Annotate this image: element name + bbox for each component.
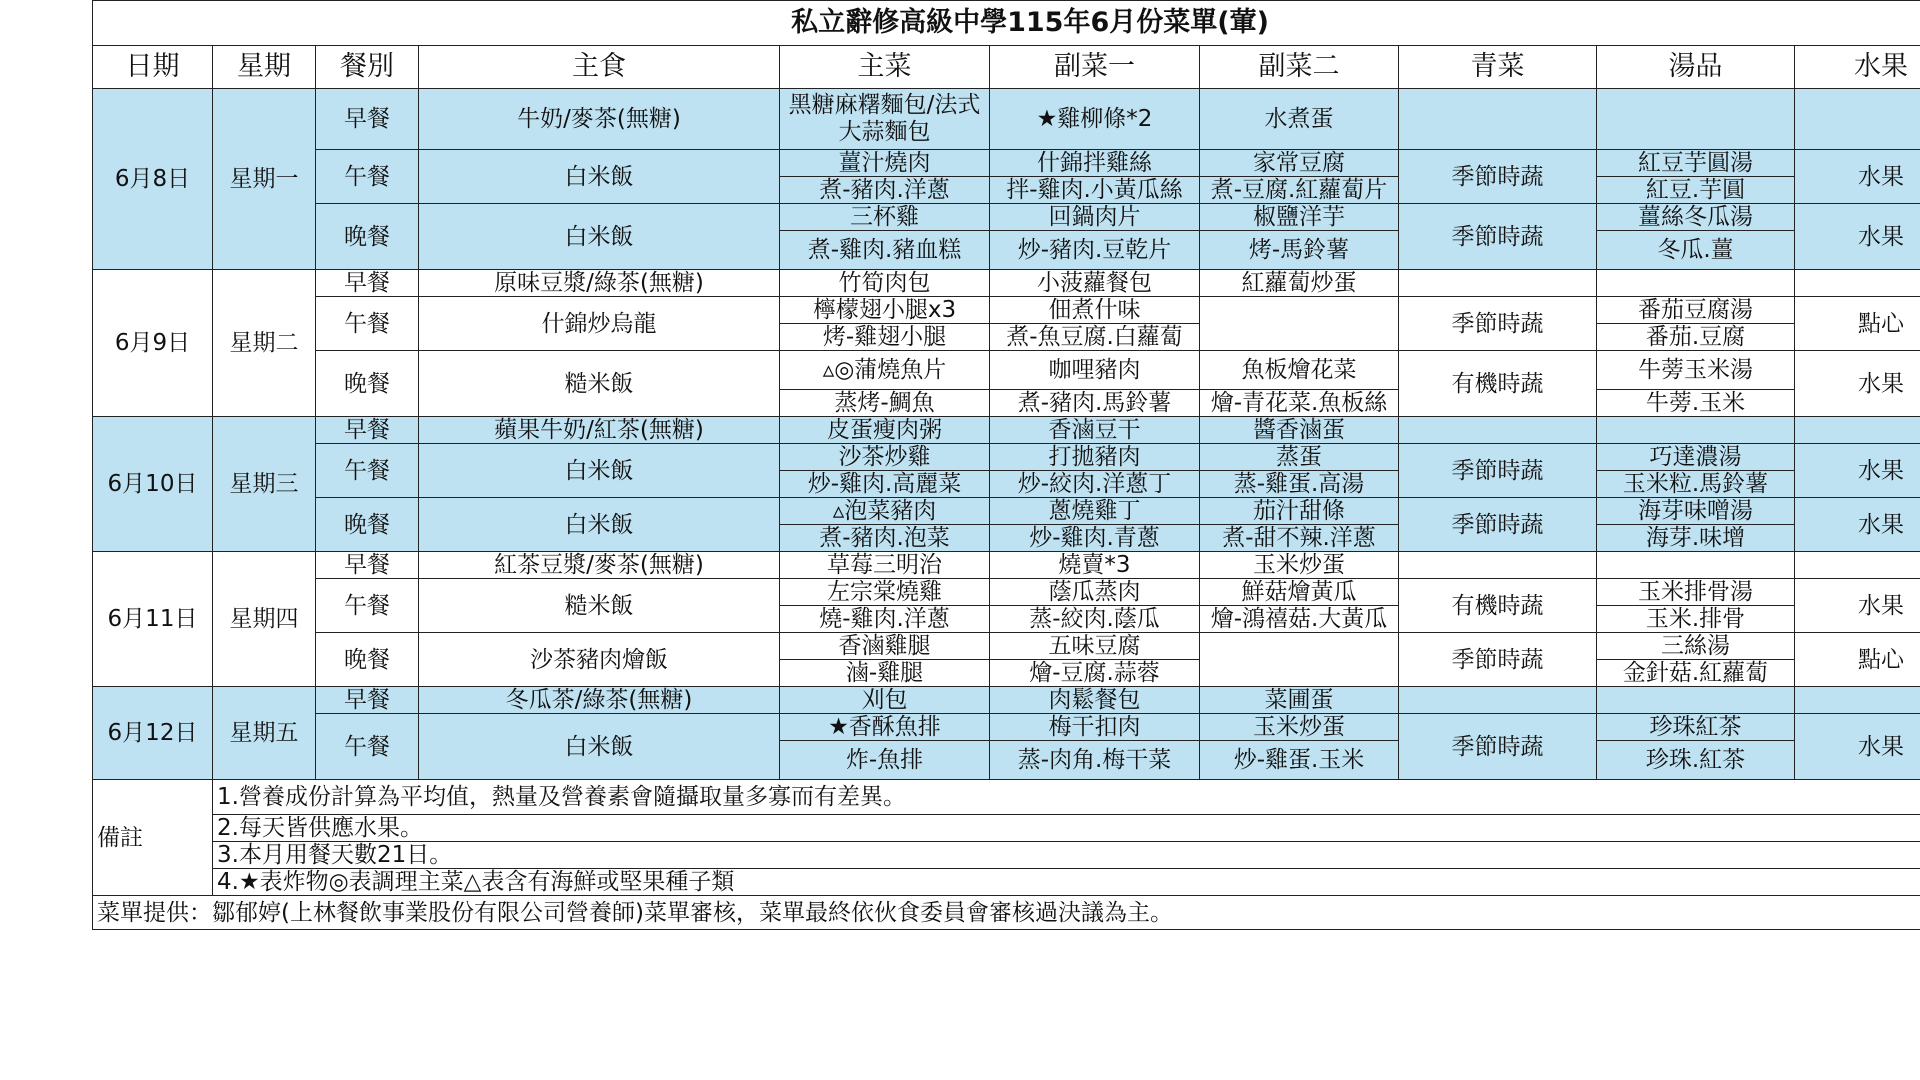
column-header: 湯品 [1597, 46, 1795, 89]
veg-cell [1399, 552, 1597, 579]
date-cell: 6月9日 [93, 270, 213, 417]
main-cell: 左宗棠燒雞 [780, 579, 990, 606]
table-row [93, 150, 1920, 177]
main-cell: 刈包 [780, 687, 990, 714]
fruit-cell: 水果 [1795, 579, 1920, 633]
meal-cell: 午餐 [316, 579, 419, 633]
veg-cell [1399, 270, 1597, 297]
soup-cell [1597, 270, 1795, 297]
main-cell: 檸檬翅小腿x3 [780, 297, 990, 324]
side1-detail-cell: 炒-豬肉.豆乾片 [990, 231, 1200, 270]
veg-cell: 有機時蔬 [1399, 351, 1597, 417]
table-row [93, 552, 1920, 579]
side1-detail-cell: 炒-雞肉.青蔥 [990, 525, 1200, 552]
main-detail-cell: 炸-魚排 [780, 741, 990, 780]
main-detail-cell: 煮-豬肉.洋蔥 [780, 177, 990, 204]
soup-cell: 海芽味噌湯 [1597, 498, 1795, 525]
staple-cell: 沙茶豬肉燴飯 [419, 633, 780, 687]
main-detail-cell: 燒-雞肉.洋蔥 [780, 606, 990, 633]
side2-cell: 醬香滷蛋 [1200, 417, 1399, 444]
main-cell: 草莓三明治 [780, 552, 990, 579]
side1-detail-cell: 燴-豆腐.蒜蓉 [990, 660, 1200, 687]
side2-cell: 紅蘿蔔炒蛋 [1200, 270, 1399, 297]
staple-cell: 白米飯 [419, 150, 780, 204]
side1-cell: 回鍋肉片 [990, 204, 1200, 231]
table-row [93, 351, 1920, 390]
soup-detail-cell: 海芽.味增 [1597, 525, 1795, 552]
staple-cell: 冬瓜茶/綠茶(無糖) [419, 687, 780, 714]
veg-cell [1399, 417, 1597, 444]
meal-cell: 午餐 [316, 297, 419, 351]
staple-cell: 白米飯 [419, 444, 780, 498]
soup-detail-cell: 番茄.豆腐 [1597, 324, 1795, 351]
staple-cell: 紅茶豆漿/麥茶(無糖) [419, 552, 780, 579]
side2-cell: 鮮菇燴黃瓜 [1200, 579, 1399, 606]
column-header: 水果 [1795, 46, 1920, 89]
main-cell: 皮蛋瘦肉粥 [780, 417, 990, 444]
staple-cell: 白米飯 [419, 498, 780, 552]
veg-cell: 季節時蔬 [1399, 297, 1597, 351]
table-row [93, 1, 1920, 46]
fruit-cell: 水果 [1795, 714, 1920, 780]
soup-cell: 玉米排骨湯 [1597, 579, 1795, 606]
staple-cell: 牛奶/麥茶(無糖) [419, 89, 780, 150]
main-cell: ▵◎蒲燒魚片 [780, 351, 990, 390]
soup-detail-cell: 玉米粒.馬鈴薯 [1597, 471, 1795, 498]
column-header: 餐別 [316, 46, 419, 89]
side1-cell: 佃煮什味 [990, 297, 1200, 324]
fruit-cell: 點心 [1795, 633, 1920, 687]
soup-detail-cell: 金針菇.紅蘿蔔 [1597, 660, 1795, 687]
column-header: 主菜 [780, 46, 990, 89]
side2-cell: 魚板燴花菜 [1200, 351, 1399, 390]
weekday-cell: 星期一 [213, 89, 316, 270]
main-detail-cell: 烤-雞翅小腿 [780, 324, 990, 351]
menu-title: 私立辭修高級中學115年6月份菜單(葷) [93, 1, 1920, 46]
veg-cell: 季節時蔬 [1399, 204, 1597, 270]
main-detail-cell: 炒-雞肉.高麗菜 [780, 471, 990, 498]
column-header: 青菜 [1399, 46, 1597, 89]
main-cell: 沙茶炒雞 [780, 444, 990, 471]
meal-cell: 早餐 [316, 270, 419, 297]
side2-detail-cell: 燴-鴻禧菇.大黃瓜 [1200, 606, 1399, 633]
table-row [93, 579, 1920, 606]
veg-cell: 季節時蔬 [1399, 150, 1597, 204]
weekday-cell: 星期四 [213, 552, 316, 687]
side1-cell: 打拋豬肉 [990, 444, 1200, 471]
soup-detail-cell: 牛蒡.玉米 [1597, 390, 1795, 417]
column-header: 星期 [213, 46, 316, 89]
side1-detail-cell: 煮-豬肉.馬鈴薯 [990, 390, 1200, 417]
side1-cell: 蔥燒雞丁 [990, 498, 1200, 525]
soup-cell: 巧達濃湯 [1597, 444, 1795, 471]
side1-cell: 咖哩豬肉 [990, 351, 1200, 390]
table-row [93, 204, 1920, 231]
side2-cell: 玉米炒蛋 [1200, 552, 1399, 579]
side1-detail-cell: 煮-魚豆腐.白蘿蔔 [990, 324, 1200, 351]
side2-detail-cell: 烤-馬鈴薯 [1200, 231, 1399, 270]
side2-cell: 菜圃蛋 [1200, 687, 1399, 714]
soup-cell: 薑絲冬瓜湯 [1597, 204, 1795, 231]
side2-detail-cell: 煮-甜不辣.洋蔥 [1200, 525, 1399, 552]
side1-cell: 蔭瓜蒸肉 [990, 579, 1200, 606]
side2-cell: 家常豆腐 [1200, 150, 1399, 177]
main-cell: 竹筍肉包 [780, 270, 990, 297]
fruit-cell: 水果 [1795, 351, 1920, 417]
soup-detail-cell: 玉米.排骨 [1597, 606, 1795, 633]
main-cell: ★香酥魚排 [780, 714, 990, 741]
meal-cell: 早餐 [316, 417, 419, 444]
side1-cell: 小菠蘿餐包 [990, 270, 1200, 297]
side2-cell: 椒鹽洋芋 [1200, 204, 1399, 231]
side1-cell: 五味豆腐 [990, 633, 1200, 660]
side2-detail-cell: 煮-豆腐.紅蘿蔔片 [1200, 177, 1399, 204]
side2-detail-cell: 燴-青花菜.魚板絲 [1200, 390, 1399, 417]
veg-cell: 有機時蔬 [1399, 579, 1597, 633]
note-line: 1.營養成份計算為平均值，熱量及營養素會隨攝取量多寡而有差異。 [213, 780, 1920, 815]
footer-credit: 菜單提供：鄒郁婷(上林餐飲事業股份有限公司營養師)菜單審核，菜單最終依伙食委員會審核過決議為主。 [93, 896, 1920, 930]
soup-detail-cell: 紅豆.芋圓 [1597, 177, 1795, 204]
side1-cell: 香滷豆干 [990, 417, 1200, 444]
side1-cell: 肉鬆餐包 [990, 687, 1200, 714]
notes-label: 備註 [93, 780, 213, 896]
main-detail-cell: 煮-雞肉.豬血糕 [780, 231, 990, 270]
column-header: 副菜一 [990, 46, 1200, 89]
meal-cell: 晚餐 [316, 351, 419, 417]
fruit-cell: 水果 [1795, 204, 1920, 270]
weekday-cell: 星期二 [213, 270, 316, 417]
fruit-cell [1795, 417, 1920, 444]
side2-cell [1200, 297, 1399, 351]
staple-cell: 蘋果牛奶/紅茶(無糖) [419, 417, 780, 444]
side2-cell: 蒸蛋 [1200, 444, 1399, 471]
table-row [93, 842, 1920, 869]
veg-cell: 季節時蔬 [1399, 633, 1597, 687]
staple-cell: 什錦炒烏龍 [419, 297, 780, 351]
soup-detail-cell: 冬瓜.薑 [1597, 231, 1795, 270]
soup-cell: 番茄豆腐湯 [1597, 297, 1795, 324]
staple-cell: 糙米飯 [419, 351, 780, 417]
fruit-cell: 點心 [1795, 297, 1920, 351]
main-detail-cell: 煮-豬肉.泡菜 [780, 525, 990, 552]
fruit-cell [1795, 270, 1920, 297]
soup-cell: 珍珠紅茶 [1597, 714, 1795, 741]
table-row [93, 270, 1920, 297]
veg-cell: 季節時蔬 [1399, 714, 1597, 780]
column-header: 副菜二 [1200, 46, 1399, 89]
table-row [93, 498, 1920, 525]
main-cell: 香滷雞腿 [780, 633, 990, 660]
main-detail-cell: 蒸烤-鯛魚 [780, 390, 990, 417]
main-detail-cell: 滷-雞腿 [780, 660, 990, 687]
side1-detail-cell: 蒸-肉角.梅干菜 [990, 741, 1200, 780]
column-header: 日期 [93, 46, 213, 89]
veg-cell: 季節時蔬 [1399, 444, 1597, 498]
side2-cell [1200, 633, 1399, 687]
table-row [93, 687, 1920, 714]
main-cell: 黑糖麻糬麵包/法式大蒜麵包 [780, 89, 990, 150]
table-row [93, 896, 1920, 930]
veg-cell: 季節時蔬 [1399, 498, 1597, 552]
meal-cell: 晚餐 [316, 204, 419, 270]
fruit-cell [1795, 552, 1920, 579]
column-header: 主食 [419, 46, 780, 89]
table-row [93, 89, 1920, 150]
side1-detail-cell: 炒-絞肉.洋蔥丁 [990, 471, 1200, 498]
table-row [93, 714, 1920, 741]
meal-cell: 早餐 [316, 687, 419, 714]
main-cell: 薑汁燒肉 [780, 150, 990, 177]
side1-cell: 燒賣*3 [990, 552, 1200, 579]
meal-cell: 午餐 [316, 150, 419, 204]
main-cell: 三杯雞 [780, 204, 990, 231]
soup-cell: 牛蒡玉米湯 [1597, 351, 1795, 390]
side1-detail-cell: 蒸-絞肉.蔭瓜 [990, 606, 1200, 633]
table-row [93, 815, 1920, 842]
veg-cell [1399, 89, 1597, 150]
menu-table [92, 0, 1920, 930]
table-row [93, 297, 1920, 324]
side2-cell: 玉米炒蛋 [1200, 714, 1399, 741]
side1-cell: 梅干扣肉 [990, 714, 1200, 741]
date-cell: 6月10日 [93, 417, 213, 552]
staple-cell: 白米飯 [419, 204, 780, 270]
side2-detail-cell: 蒸-雞蛋.高湯 [1200, 471, 1399, 498]
note-line: 3.本月用餐天數21日。 [213, 842, 1920, 869]
meal-cell: 晚餐 [316, 633, 419, 687]
staple-cell: 糙米飯 [419, 579, 780, 633]
table-row [93, 444, 1920, 471]
soup-cell: 三絲湯 [1597, 633, 1795, 660]
table-row [93, 46, 1920, 89]
soup-detail-cell: 珍珠.紅茶 [1597, 741, 1795, 780]
fruit-cell: 水果 [1795, 444, 1920, 498]
meal-cell: 午餐 [316, 714, 419, 780]
date-cell: 6月12日 [93, 687, 213, 780]
weekday-cell: 星期五 [213, 687, 316, 780]
side2-cell: 水煮蛋 [1200, 89, 1399, 150]
date-cell: 6月8日 [93, 89, 213, 270]
note-line: 2.每天皆供應水果。 [213, 815, 1920, 842]
fruit-cell [1795, 687, 1920, 714]
note-line: 4.★表炸物◎表調理主菜△表含有海鮮或堅果種子類 [213, 869, 1920, 896]
side1-detail-cell: 拌-雞肉.小黃瓜絲 [990, 177, 1200, 204]
table-row [93, 780, 1920, 815]
soup-cell [1597, 417, 1795, 444]
staple-cell: 原味豆漿/綠茶(無糖) [419, 270, 780, 297]
meal-cell: 早餐 [316, 89, 419, 150]
table-row [93, 869, 1920, 896]
side1-cell: 什錦拌雞絲 [990, 150, 1200, 177]
fruit-cell: 水果 [1795, 150, 1920, 204]
fruit-cell: 水果 [1795, 498, 1920, 552]
soup-cell: 紅豆芋圓湯 [1597, 150, 1795, 177]
meal-cell: 晚餐 [316, 498, 419, 552]
veg-cell [1399, 687, 1597, 714]
side2-detail-cell: 炒-雞蛋.玉米 [1200, 741, 1399, 780]
staple-cell: 白米飯 [419, 714, 780, 780]
meal-cell: 午餐 [316, 444, 419, 498]
date-cell: 6月11日 [93, 552, 213, 687]
table-row [93, 633, 1920, 660]
main-cell: ▵泡菜豬肉 [780, 498, 990, 525]
soup-cell [1597, 552, 1795, 579]
soup-cell [1597, 89, 1795, 150]
meal-cell: 早餐 [316, 552, 419, 579]
fruit-cell [1795, 89, 1920, 150]
weekday-cell: 星期三 [213, 417, 316, 552]
side2-cell: 茄汁甜條 [1200, 498, 1399, 525]
table-row [93, 417, 1920, 444]
side1-cell: ★雞柳條*2 [990, 89, 1200, 150]
soup-cell [1597, 687, 1795, 714]
